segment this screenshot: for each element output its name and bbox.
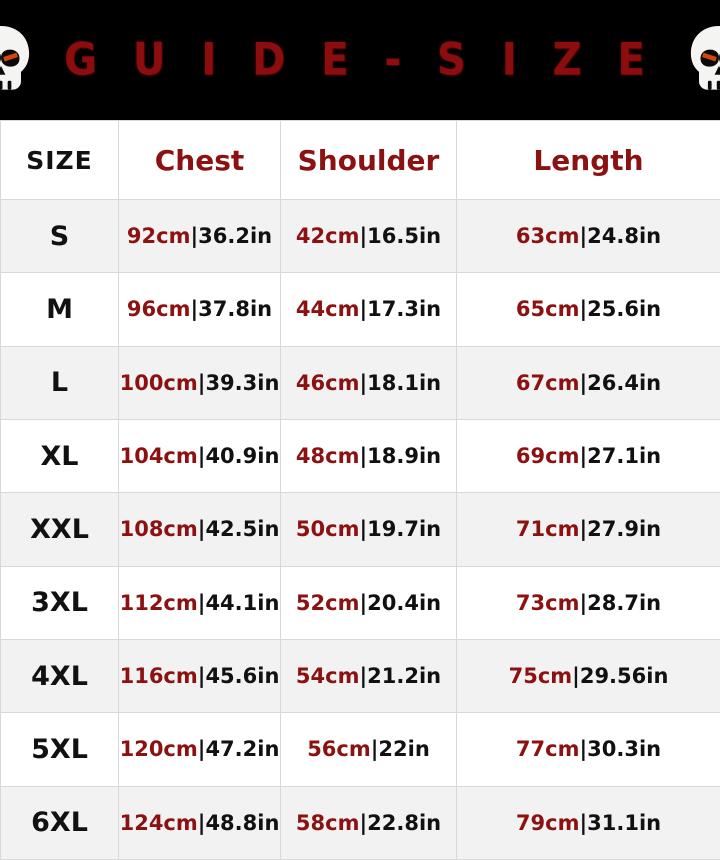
- skull-icon: [682, 23, 720, 97]
- cell-length-separator: |: [579, 810, 588, 835]
- cell-size: S: [1, 200, 119, 273]
- cell-chest-separator: |: [197, 664, 206, 689]
- cell-chest: [119, 419, 281, 492]
- cell-length-cm: 73cm: [515, 590, 580, 615]
- cell-shoulder-cm: 52cm: [295, 590, 360, 615]
- cell-chest-in: 48.8in: [205, 810, 280, 835]
- cell-size: M: [1, 273, 119, 346]
- cell-shoulder-separator: |: [359, 664, 368, 689]
- cell-shoulder-in: 19.7in: [367, 517, 442, 542]
- cell-length-in: 28.7in: [587, 590, 662, 615]
- cell-chest-in: 42.5in: [205, 517, 280, 542]
- cell-shoulder-cm: 58cm: [295, 810, 360, 835]
- cell-size: XL: [1, 419, 119, 492]
- table-row: [1, 493, 720, 566]
- cell-chest-separator: |: [190, 297, 199, 322]
- cell-chest-cm: 124cm: [119, 810, 198, 835]
- table-row: [1, 273, 720, 346]
- cell-shoulder-separator: |: [359, 517, 368, 542]
- cell-length-in: 31.1in: [587, 810, 662, 835]
- cell-chest-cm: 108cm: [119, 517, 198, 542]
- cell-size: 3XL: [1, 566, 119, 639]
- table-row: [1, 419, 720, 492]
- table-row: [1, 200, 720, 273]
- column-header-shoulder: Shoulder: [281, 121, 457, 200]
- cell-shoulder: [281, 200, 457, 273]
- cell-chest-cm: 116cm: [119, 664, 198, 689]
- cell-chest: [119, 566, 281, 639]
- cell-length-cm: 71cm: [515, 517, 580, 542]
- cell-chest-in: 39.3in: [205, 370, 280, 395]
- cell-chest-separator: |: [197, 590, 206, 615]
- cell-length-separator: |: [579, 444, 588, 469]
- cell-chest: [119, 346, 281, 419]
- cell-chest-separator: |: [190, 224, 199, 249]
- cell-length-separator: |: [572, 664, 580, 689]
- cell-length-cm: 67cm: [515, 370, 580, 395]
- table-header-row: [1, 121, 720, 200]
- cell-length: [457, 639, 720, 712]
- cell-chest: [119, 786, 281, 859]
- column-header-chest: Chest: [119, 121, 281, 200]
- cell-chest-cm: 120cm: [119, 737, 198, 762]
- cell-length-separator: |: [579, 737, 588, 762]
- skull-icon: [0, 23, 38, 97]
- cell-chest-cm: 104cm: [119, 444, 198, 469]
- cell-length: [457, 273, 720, 346]
- cell-length-in: 30.3in: [587, 737, 662, 762]
- page-title: G U I D E - S I Z E: [64, 34, 656, 86]
- table-row: [1, 639, 720, 712]
- cell-chest-separator: |: [197, 810, 206, 835]
- cell-length-cm: 69cm: [515, 444, 580, 469]
- cell-shoulder-in: 16.5in: [367, 224, 442, 249]
- cell-chest: [119, 273, 281, 346]
- cell-chest-cm: 92cm: [126, 224, 191, 249]
- cell-chest-in: 44.1in: [205, 590, 280, 615]
- cell-length-separator: |: [579, 297, 588, 322]
- cell-length-in: 29.56in: [579, 664, 669, 689]
- cell-length-in: 25.6in: [587, 297, 662, 322]
- cell-chest: [119, 493, 281, 566]
- cell-shoulder-cm: 48cm: [295, 444, 360, 469]
- cell-length-in: 27.9in: [587, 517, 662, 542]
- cell-length-cm: 75cm: [508, 664, 573, 689]
- cell-shoulder-in: 22.8in: [367, 810, 442, 835]
- cell-size: 6XL: [1, 786, 119, 859]
- cell-length: [457, 200, 720, 273]
- cell-shoulder-cm: 50cm: [295, 517, 360, 542]
- cell-shoulder-in: 22in: [378, 737, 430, 762]
- cell-chest: [119, 200, 281, 273]
- cell-size: XXL: [1, 493, 119, 566]
- cell-chest: [119, 713, 281, 786]
- cell-chest-separator: |: [197, 370, 206, 395]
- header-content: [0, 23, 720, 97]
- cell-length: [457, 346, 720, 419]
- cell-shoulder: [281, 639, 457, 712]
- cell-shoulder-cm: 42cm: [295, 224, 360, 249]
- size-table-container: [0, 120, 720, 860]
- cell-chest-in: 36.2in: [198, 224, 273, 249]
- cell-shoulder-cm: 54cm: [295, 664, 360, 689]
- cell-length: [457, 566, 720, 639]
- cell-chest-in: 47.2in: [205, 737, 280, 762]
- cell-chest: [119, 639, 281, 712]
- header-banner: [0, 0, 720, 120]
- cell-shoulder-separator: |: [359, 297, 368, 322]
- cell-size: 5XL: [1, 713, 119, 786]
- cell-shoulder-separator: |: [359, 370, 368, 395]
- cell-length-in: 26.4in: [587, 370, 662, 395]
- cell-length-in: 24.8in: [587, 224, 662, 249]
- table-row: [1, 346, 720, 419]
- cell-length: [457, 786, 720, 859]
- cell-length-separator: |: [579, 370, 588, 395]
- cell-length-cm: 65cm: [515, 297, 580, 322]
- cell-chest-in: 37.8in: [198, 297, 273, 322]
- cell-shoulder-in: 18.1in: [367, 370, 442, 395]
- cell-shoulder-in: 18.9in: [367, 444, 442, 469]
- cell-chest-separator: |: [197, 444, 206, 469]
- cell-shoulder-separator: |: [359, 590, 368, 615]
- table-row: [1, 566, 720, 639]
- cell-chest-in: 40.9in: [205, 444, 280, 469]
- cell-shoulder: [281, 273, 457, 346]
- cell-length: [457, 493, 720, 566]
- cell-length: [457, 713, 720, 786]
- cell-chest-in: 45.6in: [205, 664, 280, 689]
- table-row: [1, 786, 720, 859]
- cell-length-separator: |: [579, 517, 588, 542]
- cell-shoulder-cm: 44cm: [295, 297, 360, 322]
- cell-shoulder-in: 20.4in: [367, 590, 442, 615]
- cell-shoulder-in: 17.3in: [367, 297, 442, 322]
- cell-shoulder-separator: |: [359, 224, 368, 249]
- cell-length-cm: 79cm: [515, 810, 580, 835]
- cell-shoulder: [281, 713, 457, 786]
- cell-shoulder-separator: |: [359, 810, 368, 835]
- cell-size: 4XL: [1, 639, 119, 712]
- size-table: [0, 120, 720, 860]
- cell-chest-cm: 112cm: [119, 590, 198, 615]
- column-header-length: Length: [457, 121, 720, 200]
- cell-shoulder-cm: 56cm: [307, 737, 371, 762]
- cell-shoulder: [281, 346, 457, 419]
- table-body: [1, 200, 720, 860]
- cell-shoulder-cm: 46cm: [295, 370, 360, 395]
- cell-length-separator: |: [579, 224, 588, 249]
- cell-shoulder: [281, 493, 457, 566]
- cell-size: L: [1, 346, 119, 419]
- cell-length-cm: 77cm: [515, 737, 580, 762]
- cell-chest-separator: |: [197, 517, 206, 542]
- cell-length-in: 27.1in: [587, 444, 662, 469]
- cell-length-cm: 63cm: [515, 224, 580, 249]
- table-header: [1, 121, 720, 200]
- cell-length-separator: |: [579, 590, 588, 615]
- column-header-size: SIZE: [1, 121, 119, 200]
- cell-shoulder: [281, 566, 457, 639]
- cell-length: [457, 419, 720, 492]
- cell-chest-cm: 96cm: [126, 297, 191, 322]
- cell-shoulder-separator: |: [370, 737, 379, 762]
- cell-shoulder-separator: |: [359, 444, 368, 469]
- cell-shoulder-in: 21.2in: [367, 664, 442, 689]
- table-row: [1, 713, 720, 786]
- cell-shoulder: [281, 419, 457, 492]
- cell-shoulder: [281, 786, 457, 859]
- cell-chest-separator: |: [197, 737, 206, 762]
- cell-chest-cm: 100cm: [119, 370, 198, 395]
